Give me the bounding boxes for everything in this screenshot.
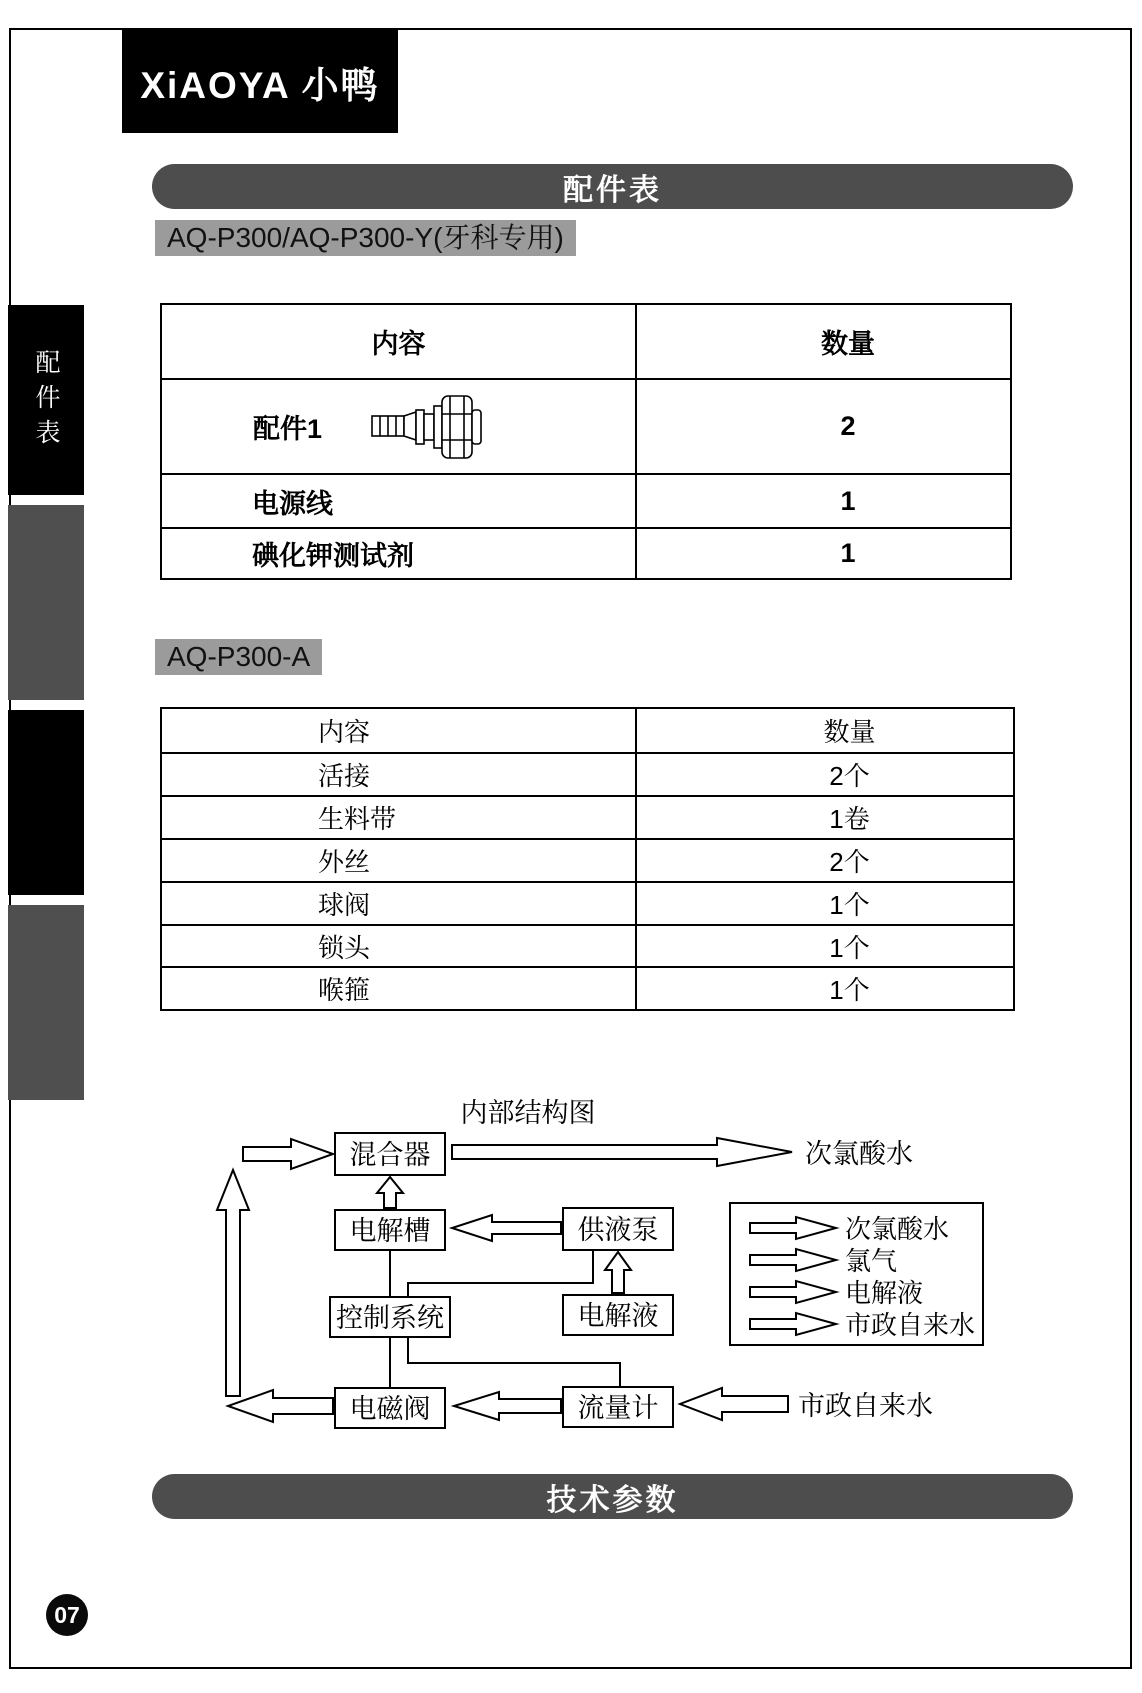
svg-text:电解槽: 电解槽 <box>349 1216 431 1246</box>
section-bar-accessories <box>152 164 1073 209</box>
arrow-solenoid-to-left <box>228 1390 333 1422</box>
table-row <box>161 967 1014 1010</box>
table-row <box>161 474 1011 528</box>
accessories-table-dental <box>160 303 1012 580</box>
accessories-table-a <box>160 707 1015 1011</box>
model-badge-dental: AQ-P300/AQ-P300-Y(牙科专用) <box>155 220 576 256</box>
diagram-box-electrolyte <box>563 1295 673 1335</box>
legend-label: 氯气 <box>845 1246 898 1276</box>
column-header-content: 内容 <box>161 708 636 753</box>
internal-structure-diagram <box>150 1030 1010 1470</box>
item-qty: 1 <box>636 474 1011 528</box>
legend-label: 市政自来水 <box>845 1310 976 1340</box>
diagram-box-control-system <box>330 1297 450 1337</box>
item-qty: 1 <box>636 528 1011 579</box>
diagram-box-mixer <box>335 1133 445 1175</box>
table-header-row <box>161 304 1011 379</box>
item-qty: 1卷 <box>636 796 1014 839</box>
page-number-badge: 07 <box>46 1594 88 1636</box>
arrow-mixer-to-output <box>452 1138 792 1166</box>
diagram-box-flow-meter <box>563 1387 673 1427</box>
item-qty: 1个 <box>636 925 1014 967</box>
item-qty: 1个 <box>636 967 1014 1010</box>
column-header-content: 内容 <box>161 304 636 379</box>
item-qty: 2个 <box>636 839 1014 882</box>
column-header-quantity: 数量 <box>636 708 1014 753</box>
item-name: 喉箍 <box>161 967 636 1010</box>
diagram-label-output: 次氯酸水 <box>805 1139 913 1169</box>
table-row <box>161 753 1014 796</box>
item-qty: 1个 <box>636 882 1014 925</box>
diagram-legend <box>730 1203 983 1345</box>
table-row <box>161 528 1011 579</box>
table-row <box>161 796 1014 839</box>
table-row <box>161 839 1014 882</box>
arrow-into-mixer <box>243 1139 333 1169</box>
item-name: 锁头 <box>161 925 636 967</box>
hose-fitting-drawing <box>370 388 485 466</box>
item-name: 配件1 <box>253 414 323 444</box>
svg-text:流量计: 流量计 <box>577 1393 659 1423</box>
line-control-to-pump <box>408 1250 593 1297</box>
svg-text:混合器: 混合器 <box>349 1140 431 1170</box>
sidebar-tab-accessories-label: 配件表 <box>32 349 60 454</box>
model-badge-a: AQ-P300-A <box>155 639 322 675</box>
table-row <box>161 379 1011 474</box>
svg-text:供液泵: 供液泵 <box>577 1215 659 1245</box>
item-name: 活接 <box>161 753 636 796</box>
arrow-pump-to-electrolysis <box>452 1215 561 1241</box>
section-bar-accessories-label: 配件表 <box>563 173 662 207</box>
arrow-electrolyte-to-pump <box>605 1252 631 1293</box>
sidebar-block-gray-2 <box>8 905 84 1100</box>
table-row <box>161 925 1014 967</box>
item-name: 外丝 <box>161 839 636 882</box>
diagram-box-supply-pump <box>563 1208 673 1250</box>
legend-label: 电解液 <box>845 1278 924 1308</box>
brand-logo <box>122 30 398 133</box>
svg-text:电解液: 电解液 <box>577 1301 659 1331</box>
arrow-flowmeter-to-solenoid <box>454 1392 561 1420</box>
item-name: 球阀 <box>161 882 636 925</box>
table-row <box>161 882 1014 925</box>
line-control-to-flowmeter <box>408 1337 620 1387</box>
svg-text:电磁阀: 电磁阀 <box>349 1394 431 1424</box>
item-name: 电源线 <box>161 474 636 528</box>
sidebar-block-black-2 <box>8 710 84 895</box>
sidebar-block-gray-1 <box>8 505 84 700</box>
item-name: 生料带 <box>161 796 636 839</box>
diagram-box-electrolysis-tank <box>335 1210 445 1250</box>
item-qty: 2 <box>636 379 1011 474</box>
brand-logo-text: XiAOYA 小鸭 <box>140 64 380 106</box>
diagram-label-input: 市政自来水 <box>798 1391 933 1421</box>
item-name: 碘化钾测试剂 <box>161 528 636 579</box>
column-header-quantity: 数量 <box>636 304 1011 379</box>
section-bar-tech-params <box>152 1474 1073 1519</box>
arrow-electrolysis-to-mixer <box>377 1177 403 1208</box>
arrow-return-up <box>217 1170 249 1396</box>
sidebar-tab-accessories <box>8 305 84 495</box>
arrow-tapwater-to-flowmeter <box>680 1388 788 1420</box>
item-qty: 2个 <box>636 753 1014 796</box>
section-bar-tech-params-label: 技术参数 <box>546 1483 679 1517</box>
diagram-box-solenoid-valve <box>335 1388 445 1428</box>
table-header-row <box>161 708 1014 753</box>
diagram-title: 内部结构图 <box>460 1098 596 1128</box>
svg-text:控制系统: 控制系统 <box>336 1303 444 1333</box>
legend-label: 次氯酸水 <box>845 1214 950 1244</box>
